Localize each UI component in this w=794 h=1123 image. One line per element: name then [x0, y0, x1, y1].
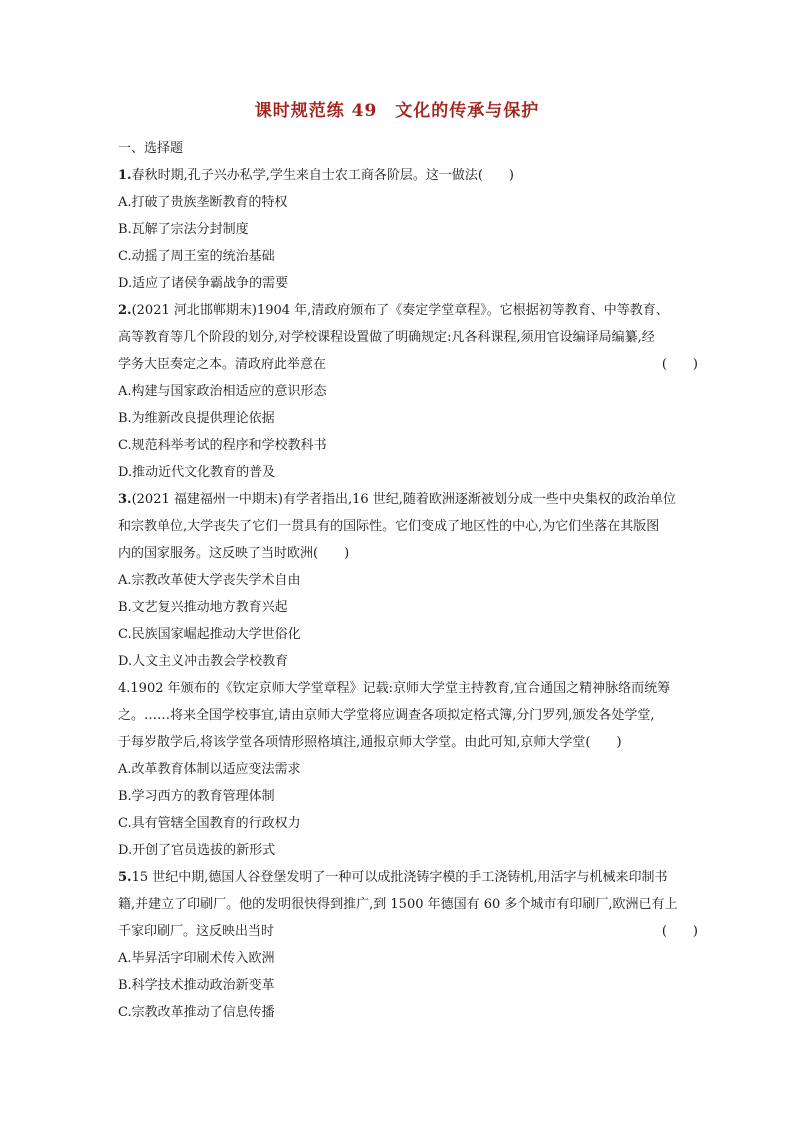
q5-option-a: A.毕昇活字印刷术传入欧洲	[118, 951, 275, 966]
question-number: 4.	[118, 681, 131, 696]
q1-option-a: A.打破了贵族垄断教育的特权	[118, 195, 288, 210]
question-5-stem: 5.15 世纪中期,德国人谷登堡发明了一种可以成批浇铸字模的手工浇铸机,用活字与机械来印制书	[118, 870, 668, 885]
question-3-stem-cont: 内的国家服务。这反映了当时欧洲( )	[118, 546, 350, 561]
question-2-stem: 2.(2021 河北邯郸期末)1904 年,清政府颁布了《奏定学堂章程》。它根据初等教育、中等教育、	[118, 303, 669, 318]
question-4-stem-cont: 于每岁散学后,将该学堂各项情形照格填注,通报京师大学堂。由此可知,京师大学堂( )	[118, 735, 622, 750]
question-2-stem-cont: 高等教育等几个阶段的划分,对学校课程设置做了明确规定:凡各科课程,须用官设编译局编纂,经	[118, 330, 655, 345]
q1-option-c: C.动摇了周王室的统治基础	[118, 249, 275, 264]
question-2-stem-cont: 学务大臣奏定之本。清政府此举意在 ( )	[118, 351, 698, 378]
page-title: 课时规范练 49 文化的传承与保护	[254, 101, 540, 121]
question-number: 1.	[118, 168, 132, 183]
q2-option-d: D.推动近代文化教育的普及	[118, 465, 276, 480]
q4-option-d: D.开创了官员选拔的新形式	[118, 843, 276, 858]
q4-option-a: A.改革教育体制以适应变法需求	[118, 762, 301, 777]
q1-option-b: B.瓦解了宗法分封制度	[118, 222, 249, 237]
q3-option-a: A.宗教改革使大学丧失学术自由	[118, 573, 301, 588]
question-number: 3.	[118, 492, 132, 507]
q3-option-d: D.人文主义冲击教会学校教育	[118, 654, 289, 669]
q5-option-b: B.科学技术推动政治新变革	[118, 978, 275, 993]
question-number: 5.	[118, 870, 132, 885]
q2-option-b: B.为维新改良提供理论依据	[118, 411, 275, 426]
q1-option-d: D.适应了诸侯争霸战争的需要	[118, 276, 289, 291]
q5-option-c: C.宗教改革推动了信息传播	[118, 1005, 275, 1020]
question-4-stem-cont: 之。……将来全国学校事宜,请由京师大学堂将应调查各项拟定格式簿,分门罗列,颁发各处学堂,	[118, 708, 655, 723]
question-5-stem-cont: 籍,并建立了印刷厂。他的发明很快得到推广,到 1500 年德国有 60 多个城市有印刷厂,欧洲已有上	[118, 897, 678, 912]
answer-paren: ( )	[661, 357, 698, 372]
q4-option-c: C.具有管辖全国教育的行政权力	[118, 816, 301, 831]
question-1-stem: 1.春秋时期,孔子兴办私学,学生来自士农工商各阶层。这一做法( )	[118, 168, 514, 183]
q3-option-b: B.文艺复兴推动地方教育兴起	[118, 600, 288, 615]
question-4-stem: 4.1902 年颁布的《钦定京师大学堂章程》记载:京师大学堂主持教育,宜合通国之精神脉络而统筹	[118, 681, 671, 696]
q2-option-c: C.规范科举考试的程序和学校教科书	[118, 438, 327, 453]
q2-option-a: A.构建与国家政治相适应的意识形态	[118, 384, 327, 399]
question-5-stem-cont: 千家印刷厂。这反映出当时 ( )	[118, 918, 698, 945]
section-heading: 一、选择题	[118, 141, 184, 156]
question-3-stem-cont: 和宗教单位,大学丧失了它们一贯具有的国际性。它们变成了地区性的中心,为它们坐落在其版图	[118, 519, 660, 534]
answer-paren: ( )	[661, 924, 698, 939]
question-list	[118, 135, 698, 1026]
question-number: 2.	[118, 303, 132, 318]
q4-option-b: B.学习西方的教育管理体制	[118, 789, 275, 804]
q3-option-c: C.民族国家崛起推动大学世俗化	[118, 627, 301, 642]
question-3-stem: 3.(2021 福建福州一中期末)有学者指出,16 世纪,随着欧洲逐渐被划分成一些中央集权的政治单位	[118, 492, 676, 507]
